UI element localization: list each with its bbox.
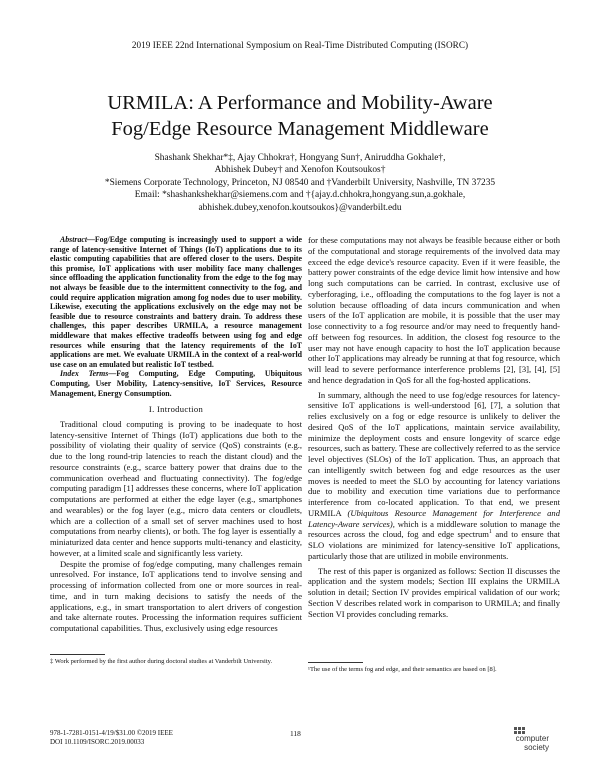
footnote-marker: 1 (488, 529, 492, 536)
left-column (50, 235, 302, 634)
right-column (308, 235, 560, 619)
footnote-left: ‡ Work performed by the first author during doctoral studies at Vanderbilt University. (50, 658, 273, 665)
footer-publication-info (50, 729, 173, 746)
page-number: 118 (290, 729, 301, 738)
intro-paragraph-2: Despite the promise of fog/edge computing, many challenges remain unresolved. For instance, IoT applications tend to involve sensing and processing of information collected from one or more sources in real-time, and in turn making decisions to satisfy the needs of the applications, e.g., in smart transportation to alert drivers of congestion and take alternate routes. Processing the information requires sufficient computational capabilities. Thus, exclusively using edge resources (50, 558, 302, 634)
ieee-computer-society-logo-icon (500, 726, 550, 752)
affiliation: *Siemens Corporate Technology, Princeton, NJ 08540 and †Vanderbilt University, Nashville, TN 37235 (104, 177, 496, 188)
index-terms (50, 369, 302, 398)
authors-line-2: Abhishek Dubey† and Xenofon Koutsoukos† (214, 165, 386, 176)
intro-paragraph-3: for these computations may not always be feasible because either or both of the computational and storage requirements of the involved data may exceed the edge device's resource capacity. Even if it were feasible, the battery power constraints of the edge device limit how intensive and how long such computations can be carried. In contrast, exclusive use of cyberforaging, i.e., offloading the computations to the fog layer is not a solution because offloading of data incurs communication and when users of the IoT application are mobile, it is possible that the user may lose connectivity to a fog resource and/or may need to frequently hand-off between fog resources. In addition, the closest fog resource to the user may not have enough capacity to host the IoT application because other IoT applications may already be running at that fog resource, which will lead to severe performance interference problems [2], [3], [4], [5] and hence degradation in QoS for all the fog-hosted applications. (308, 235, 560, 385)
urmila-expansion: (Ubiquitous Resource Management for Interference and Latency-Aware services) (308, 507, 560, 529)
title-line-2: Fog/Edge Resource Management Middleware (111, 118, 489, 140)
logo-text-society: society (524, 743, 549, 752)
index-terms-text: —Fog Computing, Edge Computing, Ubiquitous Computing, User Mobility, Latency-sensitive, IoT Services, Resource Management, Energy Consumption. (50, 369, 302, 398)
footer-isbn: 978-1-7281-0151-4/19/$31.00 ©2019 IEEE (50, 729, 173, 737)
paper-title (40, 90, 560, 142)
p4-text-b: , which is a middleware solution to manage the resources across the cloud, fog and edge spectrum (308, 518, 560, 540)
p4-text-c: and to ensure that SLO violations are minimized for latency-sensitive IoT applications, particularly those that are utilized in mobile environments. (308, 529, 560, 561)
email-line-2: abhishek.dubey,xenofon.koutsoukos}@vanderbilt.edu (198, 202, 402, 213)
authors-line-1: Shashank Shekhar*‡, Ajay Chhokra†, Hongyang Sun†, Aniruddha Gokhale†, (154, 153, 446, 163)
intro-paragraph-4 (308, 390, 560, 562)
footnote-rule-right (308, 662, 363, 663)
footnote-rule-left (50, 654, 105, 655)
title-line-1: URMILA: A Performance and Mobility-Aware (107, 92, 493, 114)
index-terms-label: Index Terms (60, 369, 109, 379)
conference-header: 2019 IEEE 22nd International Symposium on Real-Time Distributed Computing (ISORC) (131, 40, 469, 50)
section-heading-introduction: I. Introduction (148, 404, 204, 415)
intro-paragraph-1: Traditional cloud computing is proving to be inadequate to host latency-sensitive Internet of Things (IoT) applications due both to the possibility of violating their quality of service (QoS) constraints (e.g., due to the long round-trip latencies to reach the distant cloud) and the resource constraints (e.g., scarce battery power that drains due to the communication overhead and fluctuating connectivity). The fog/edge computing paradigm [1] addresses these concerns, where IoT application computations are performed at either the edge layer (e.g., smartphones and wearables) or the fog layer (e.g., micro data centers or cloudlets, which are a collection of a small set of server machines used to host computations from nearby clients), or both. The fog layer is essentially a miniaturized data center and hence supports multi-tenancy and elasticity, however, at a limited scale and significantly less variety. (50, 418, 302, 558)
abstract-label: Abstract (60, 235, 88, 244)
footer-doi: DOI 10.1109/ISORC.2019.00033 (50, 737, 145, 746)
p4-text-a: In summary, although the need to use fog/edge resources for latency-sensitive IoT applications is well-understood [6], [7], a solution that relies exclusively on a fog or edge resource is unlikely to deliver the desired QoS of the IoT applications, maintain service availability, minimize the deployment costs and ensure longevity of scarce edge resources, such as battery. These are collectively referred to as the service level objectives (SLOs) of the IoT application. Thus, an approach that can intelligently switch between fog and edge resources as the user moves is needed to meet the SLO by accounting for latency variations due to mobility and execution time variations due to performance interference from co-located application. To that end, we present URMILA (308, 389, 561, 518)
abstract-text: —Fog/Edge computing is increasingly used to support a wide range of latency-sensitive Internet of Things (IoT) applications due to its elastic computing capabilities that are offered closer to the users. Despite this promise, IoT applications with user mobility face many challenges since offloading the application functionality from the edge to the fog may not always be feasible due to the intermittent connectivity to the fog, and could require application migration among fog nodes due to user mobility. Likewise, executing the applications exclusively on the edge may not be feasible due to resource constraints and battery drain. To address these challenges, this paper describes URMILA, a resource management middleware that makes effective tradeoffs between using fog and edge resources while ensuring that the latency requirements of the IoT applications are met. We evaluate URMILA in the context of a real-world use case on an emulated but realistic IoT testbed. (50, 235, 302, 369)
logo-text-computer: computer (515, 734, 549, 743)
footnote-right: ¹The use of the terms fog and edge, and their semantics are based on [8]. (308, 666, 497, 673)
abstract (50, 235, 302, 369)
intro-paragraph-5: The rest of this paper is organized as follows: Section II discusses the application and the system models; Section III explains the URMILA solution in detail; Section IV provides empirical validation of our work; Section V describes related work in comparison to URMILA; and finally Section VI provides concluding remarks. (308, 565, 560, 619)
author-block (40, 152, 560, 214)
email-line-1: Email: *shashankshekhar@siemens.com and †{ajay.d.chhokra,hongyang.sun,a.gokhale, (134, 190, 466, 201)
